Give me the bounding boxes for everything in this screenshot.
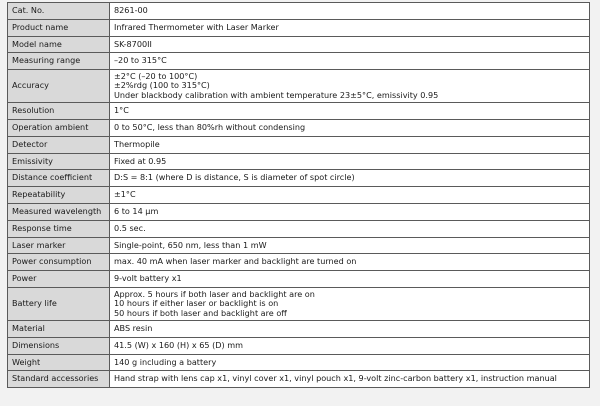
spec-value [110,371,590,388]
spec-label: Dimensions [8,337,110,354]
spec-row [8,153,590,170]
spec-value [110,187,590,204]
spec-value-line: 9-volt battery x1 [114,273,182,284]
spec-row [8,136,590,153]
spec-value [110,119,590,136]
spec-value [110,220,590,237]
spec-value-line: 6 to 14 µm [114,206,159,217]
spec-row [8,320,590,337]
spec-value-line: Fixed at 0.95 [114,155,167,166]
spec-row [8,187,590,204]
spec-label: Emissivity [8,153,110,170]
spec-label: Repeatability [8,187,110,204]
spec-value [110,170,590,187]
spec-label: Operation ambient [8,119,110,136]
spec-row [8,254,590,271]
spec-value [110,337,590,354]
spec-row [8,271,590,288]
spec-value [110,53,590,70]
spec-row [8,3,590,20]
spec-row [8,203,590,220]
spec-label: Resolution [8,103,110,120]
spec-value [110,153,590,170]
spec-value-line: 50 hours if both laser and backlight are off [114,307,287,318]
spec-value-line: 140 g including a battery [114,356,217,367]
spec-value-line: –20 to 315°C [114,55,167,66]
spec-value-line: Thermopile [114,138,160,149]
spec-row [8,119,590,136]
spec-value-line: Infrared Thermometer with Laser Marker [114,21,279,32]
spec-value-line: Approx. 5 hours if both laser and backlight are on [114,288,315,299]
spec-value-line: ±2°C (–20 to 100°C) [114,70,198,81]
spec-label: Weight [8,354,110,371]
spec-value-line: ±2%rdg (100 to 315°C) [114,80,210,91]
spec-row [8,170,590,187]
spec-value-line: Hand strap with lens cap x1, vinyl cover x1, vinyl pouch x1, 9-volt zinc-carbon battery x1, instruction manual [114,373,557,384]
spec-row [8,237,590,254]
spec-value-line: 1°C [114,105,129,116]
spec-value-line: D:S = 8:1 (where D is distance, S is diameter of spot circle) [114,172,355,183]
spec-table-body [8,3,590,388]
spec-value-line: 0.5 sec. [114,222,146,233]
spec-value [110,254,590,271]
spec-value [110,320,590,337]
spec-label: Measuring range [8,53,110,70]
spec-row [8,36,590,53]
spec-value [110,203,590,220]
spec-row [8,337,590,354]
spec-label: Accuracy [8,70,110,103]
spec-row [8,354,590,371]
spec-label: Standard accessories [8,371,110,388]
spec-label: Power [8,271,110,288]
spec-value [110,136,590,153]
spec-value-line: ±1°C [114,189,136,200]
spec-value [110,3,590,20]
spec-row [8,220,590,237]
spec-value-line: Under blackbody calibration with ambient temperature 23±5°C, emissivity 0.95 [114,89,439,100]
spec-row [8,53,590,70]
spec-row [8,287,590,320]
spec-value [110,36,590,53]
spec-table-container [7,2,590,388]
spec-value [110,103,590,120]
spec-value [110,19,590,36]
spec-value [110,271,590,288]
spec-row [8,103,590,120]
spec-label: Product name [8,19,110,36]
spec-value-line: 10 hours if either laser or backlight is on [114,298,279,309]
spec-value [110,237,590,254]
spec-label: Measured wavelength [8,203,110,220]
spec-value-line: ABS resin [114,323,153,334]
page-bottom-margin [0,397,600,406]
spec-label: Material [8,320,110,337]
spec-label: Detector [8,136,110,153]
spec-row [8,371,590,388]
spec-value-line: 8261-00 [114,5,148,16]
spec-label: Response time [8,220,110,237]
spec-value-line: Single-point, 650 nm, less than 1 mW [114,239,267,250]
spec-value [110,70,590,103]
spec-value-line: SK-8700II [114,38,152,49]
spec-table [7,2,590,388]
spec-label: Power consumption [8,254,110,271]
spec-label: Distance coefficient [8,170,110,187]
spec-row [8,19,590,36]
spec-label: Battery life [8,287,110,320]
spec-value-line: 0 to 50°C, less than 80%rh without condensing [114,122,306,133]
spec-value-line: max. 40 mA when laser marker and backlight are turned on [114,256,357,267]
spec-value [110,354,590,371]
spec-label: Model name [8,36,110,53]
spec-value [110,287,590,320]
spec-label: Cat. No. [8,3,110,20]
spec-value-line: 41.5 (W) x 160 (H) x 65 (D) mm [114,339,243,350]
spec-label: Laser marker [8,237,110,254]
spec-row [8,70,590,103]
